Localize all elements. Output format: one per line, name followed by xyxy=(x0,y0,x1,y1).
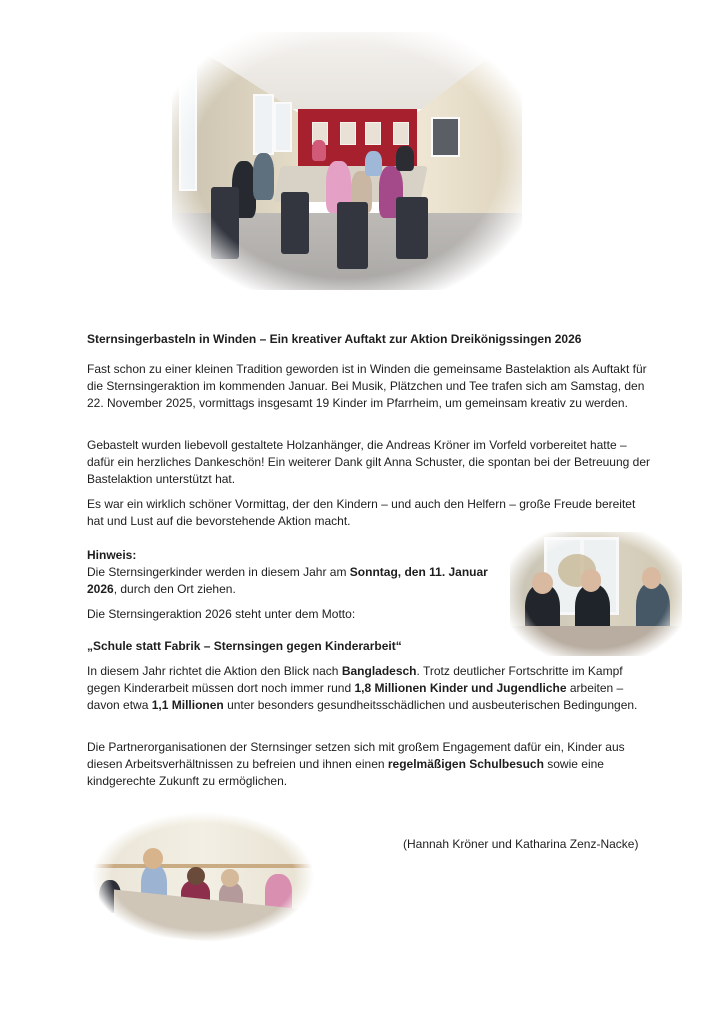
paragraph-summary xyxy=(87,496,647,530)
paragraph-thanks-text: Gebastelt wurden liebevoll gestaltete Holzanhänger, die Andreas Kröner im Vorfeld vorbereitet hatte – dafür ein herzliches Dankeschön! Ein weiterer Dank gilt Anna Schuster, die spontan bei der Betreuung der Bastelaktion unterstützt hat. xyxy=(87,438,651,486)
article-title: Sternsingerbasteln in Winden – Ein kreativer Auftakt zur Aktion Dreikönigssingen 2026 xyxy=(87,332,582,346)
wall-rail xyxy=(92,864,314,868)
paragraph-bangladesh xyxy=(87,663,647,714)
child xyxy=(396,146,414,172)
serving-hatch xyxy=(431,117,460,157)
child xyxy=(253,153,274,199)
chair xyxy=(396,197,428,259)
paragraph-intro-text: Fast schon zu einer kleinen Tradition geworden ist in Winden die gemeinsame Bastelaktion als Auftakt für die Sternsingeraktion im kommenden Januar. Bei Musik, Plätzchen und Tee trafen sich am Samstag, den 22. November 2025, vormittags insgesamt 19 Kinder im Pfarrheim, um gemeinsam kreativ zu werden. xyxy=(87,362,647,410)
chair xyxy=(337,202,369,269)
photo-three-boys xyxy=(510,532,682,656)
bold-stat-children: 1,8 Millionen Kinder und Jugendliche xyxy=(354,681,567,695)
motto-intro: Die Sternsingeraktion 2026 steht unter dem Motto: xyxy=(87,607,356,621)
child-head xyxy=(221,869,239,887)
window xyxy=(253,94,275,155)
chair xyxy=(211,187,239,259)
paragraph-summary-text: Es war ein wirklich schöner Vormittag, der den Kindern – und auch den Helfern – große Freude bereitet hat und Lust auf die bevorstehende Aktion macht. xyxy=(87,497,636,528)
wall-picture xyxy=(393,122,409,145)
child xyxy=(365,151,383,177)
child-head xyxy=(532,572,553,594)
text: sowie eine kindgerechte Zukunft zu ermöglichen. xyxy=(87,757,604,788)
child-head xyxy=(187,867,205,885)
window xyxy=(179,58,197,191)
hinweis-text: Die Sternsingerkinder werden in diesem Jahr am xyxy=(87,565,350,579)
photo-children-crafting-oval xyxy=(92,812,314,942)
child-head xyxy=(581,569,602,591)
motto: „Schule statt Fabrik – Sternsingen gegen Kinderarbeit“ xyxy=(87,639,402,653)
text: unter besonders gesundheitsschädlichen und ausbeuterischen Bedingungen. xyxy=(223,698,638,712)
paragraph-intro xyxy=(87,361,647,412)
child xyxy=(312,140,326,161)
text: . Trotz deutlicher Fortschritte im Kampf gegen Kinderarbeit müssen dort noch immer rund xyxy=(87,664,623,695)
authors: (Hannah Kröner und Katharina Zenz-Nacke) xyxy=(403,837,639,851)
hinweis-text-end: , durch den Ort ziehen. xyxy=(113,582,236,596)
paragraph-thanks xyxy=(87,437,652,488)
hinweis-block xyxy=(87,547,507,598)
paragraph-partners xyxy=(87,739,647,790)
bold-school: regelmäßigen Schulbesuch xyxy=(387,757,544,771)
bold-stat-hazardous: 1,1 Millionen xyxy=(151,698,224,712)
chair xyxy=(281,192,309,254)
text: arbeiten – davon etwa xyxy=(87,681,624,712)
photo-children-crafting-main xyxy=(172,32,522,290)
wall-picture xyxy=(340,122,356,145)
wall-picture xyxy=(365,122,381,145)
hinweis-date: Sonntag, den 11. Januar 2026 xyxy=(87,565,488,596)
bold-country: Bangladesch xyxy=(341,664,417,678)
hinweis-label: Hinweis: xyxy=(87,548,137,562)
text: In diesem Jahr richtet die Aktion den Blick nach xyxy=(87,664,342,678)
table xyxy=(510,626,682,656)
text: Die Partnerorganisationen der Sternsinger setzen sich mit großem Engagement dafür ein, Kinder aus diesen Arbeitsverhältnissen zu befreien und ihnen einen xyxy=(87,740,625,771)
window xyxy=(274,102,292,152)
